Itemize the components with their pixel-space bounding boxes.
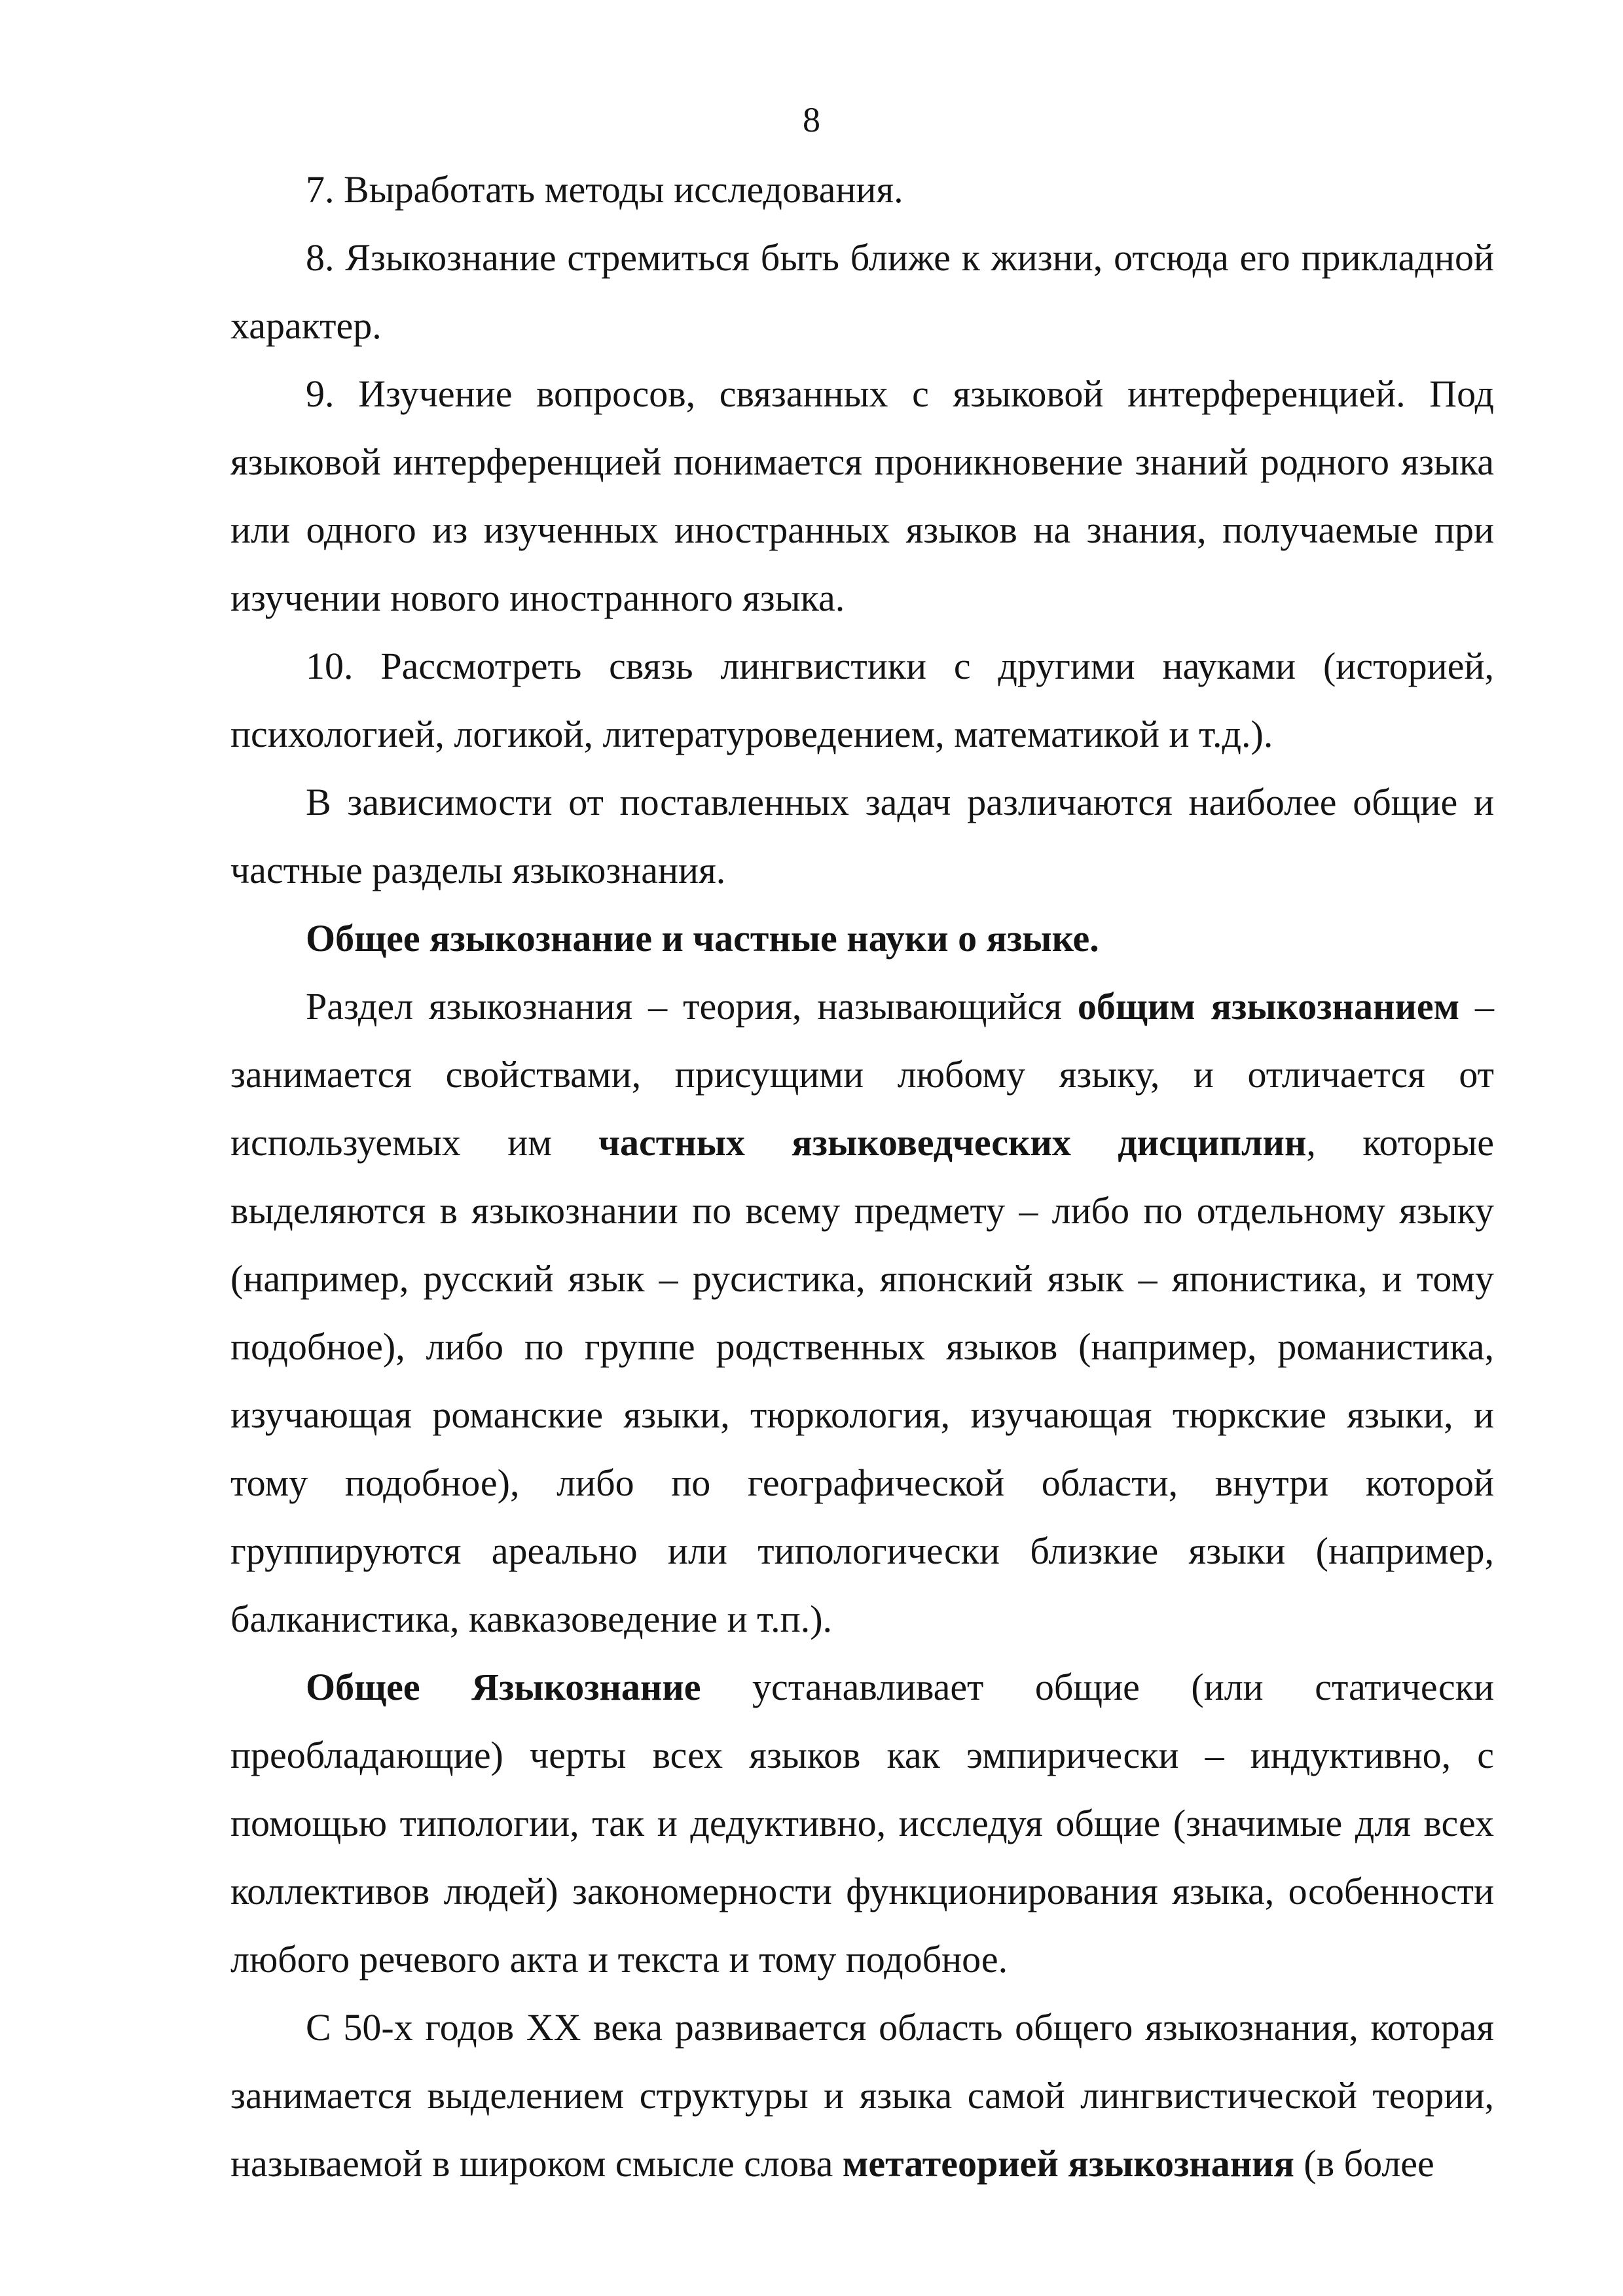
paragraph-task-sections: В зависимости от поставленных задач различаются наиболее общие и частные разделы языкознания. (230, 781, 1494, 891)
text-run: – занимается свойствами, присущими любому языку, и отличается от используемых им (230, 985, 1495, 1164)
term-general-linguistics-cap: Общее Языкознание (306, 1666, 701, 1708)
term-general-linguistics: общим языкознанием (1077, 985, 1460, 1028)
paragraph-general-features (230, 1653, 1494, 1994)
text-run: (в более (1294, 2142, 1434, 2185)
paragraph-item-10: 10. Рассмотреть связь лингвистики с другими науками (историей, психологией, логикой, литературоведением, математикой и т.д.). (230, 645, 1494, 755)
paragraph-general-linguistics (230, 973, 1494, 1653)
section-heading: Общее языкознание и частные науки о языке. (306, 917, 1099, 960)
text-run: С 50-х годов XX века развивается область общего языкознания, которая занимается выделением структуры и языка самой лингвистической теории, называемой в широком смысле слова (230, 2006, 1494, 2185)
paragraph-item-7: 7. Выработать методы исследования. (306, 168, 903, 211)
term-metatheory: метатеорией языкознания (842, 2142, 1294, 2185)
body-text (230, 156, 1494, 2198)
paragraph-metatheory (230, 1994, 1494, 2198)
paragraph-item-9: 9. Изучение вопросов, связанных с языковой интерференцией. Под языковой интерференцией понимается проникновение знаний родного языка или одного из изученных иностранных языков на знания, получаемые при изучении нового иностранного языка. (230, 372, 1494, 619)
text-run: , которые выделяются в языкознании по всему предмету – либо по отдельному языку (например, русский язык – русистика, японский язык – японистика, и тому подобное), либо по группе родственных языков (например, романистика, изучающая романские языки, тюркология, изучающая тюркские языки, и тому подобное), либо по географической области, внутри которой группируются ареально или типологически близкие языки (например, балканистика, кавказоведение и т.п.). (230, 1121, 1494, 1640)
page-number: 8 (803, 100, 820, 139)
text-run: Раздел языкознания – теория, называющийся (306, 985, 1078, 1028)
paragraph-item-8: 8. Языкознание стремиться быть ближе к жизни, отсюда его прикладной характер. (230, 236, 1494, 347)
term-particular-disciplines: частных языковедческих дисциплин (598, 1121, 1307, 1164)
text-run: устанавливает общие (или статически преобладающие) черты всех языков как эмпирически – индуктивно, с помощью типологии, так и дедуктивно, исследуя общие (значимые для всех коллективов людей) закономерности функционирования языка, особенности любого речевого акта и текста и тому подобное. (230, 1666, 1494, 1981)
